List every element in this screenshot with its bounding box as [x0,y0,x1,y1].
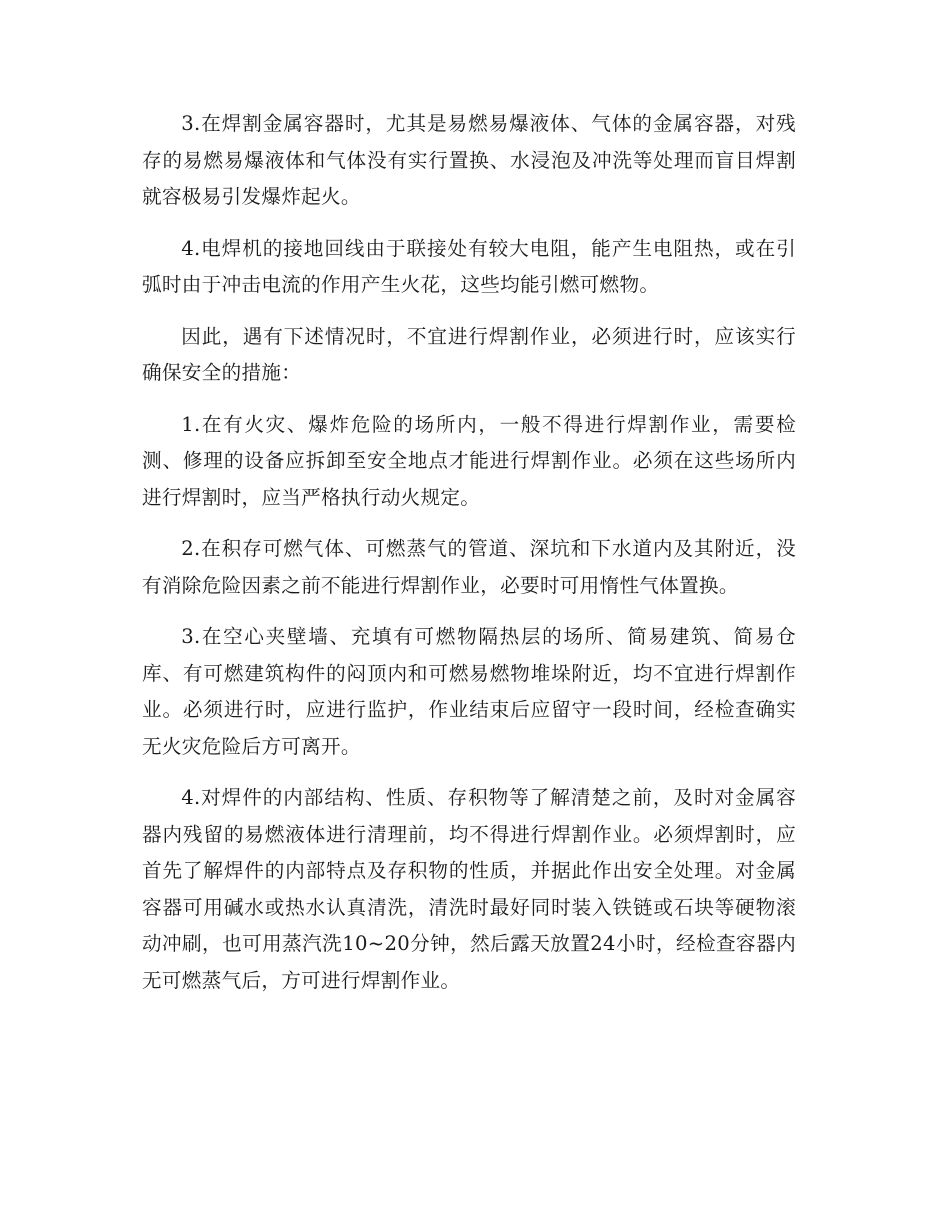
paragraph-5: 2.在积存可燃气体、可燃蒸气的管道、深坑和下水道内及其附近，没有消除危险因素之前不能进行焊割作业，必要时可用惰性气体置换。 [142,537,796,597]
paragraph-3: 因此，遇有下述情况时，不宜进行焊割作业，必须进行时，应该实行确保安全的措施： [142,324,796,384]
paragraph-7: 4.对焊件的内部结构、性质、存积物等了解清楚之前，及时对金属容器内残留的易燃液体进行清理前，均不得进行焊割作业。必须焊割时，应首先了解焊件的内部特点及存积物的性质，并据此作出安全处理。对金属容器可用碱水或热水认真清洗，清洗时最好同时装入铁链或石块等硬物滚动冲刷，也可用蒸汽洗10~20分钟，然后露天放置24小时，经检查容器内无可燃蒸气后，方可进行焊割作业。 [142,786,796,992]
paragraph-4: 1.在有火灾、爆炸危险的场所内，一般不得进行焊割作业，需要检测、修理的设备应拆卸至安全地点才能进行焊割作业。必须在这些场所内进行焊割时，应当严格执行动火规定。 [142,412,796,509]
paragraph-6: 3.在空心夹壁墙、充填有可燃物隔热层的场所、简易建筑、简易仓库、有可燃建筑构件的闷顶内和可燃易燃物堆垛附近，均不宜进行焊割作业。必须进行时，应进行监护，作业结束后应留守一段时间，经检查确实无火灾危险后方可离开。 [142,625,796,758]
paragraph-2: 4.电焊机的接地回线由于联接处有较大电阻，能产生电阻热，或在引弧时由于冲击电流的作用产生火花，这些均能引燃可燃物。 [142,236,796,296]
paragraph-1: 3.在焊割金属容器时，尤其是易燃易爆液体、气体的金属容器，对残存的易燃易爆液体和气体没有实行置换、水浸泡及冲洗等处理而盲目焊割就容极易引发爆炸起火。 [142,112,796,208]
document-body [142,106,796,1014]
